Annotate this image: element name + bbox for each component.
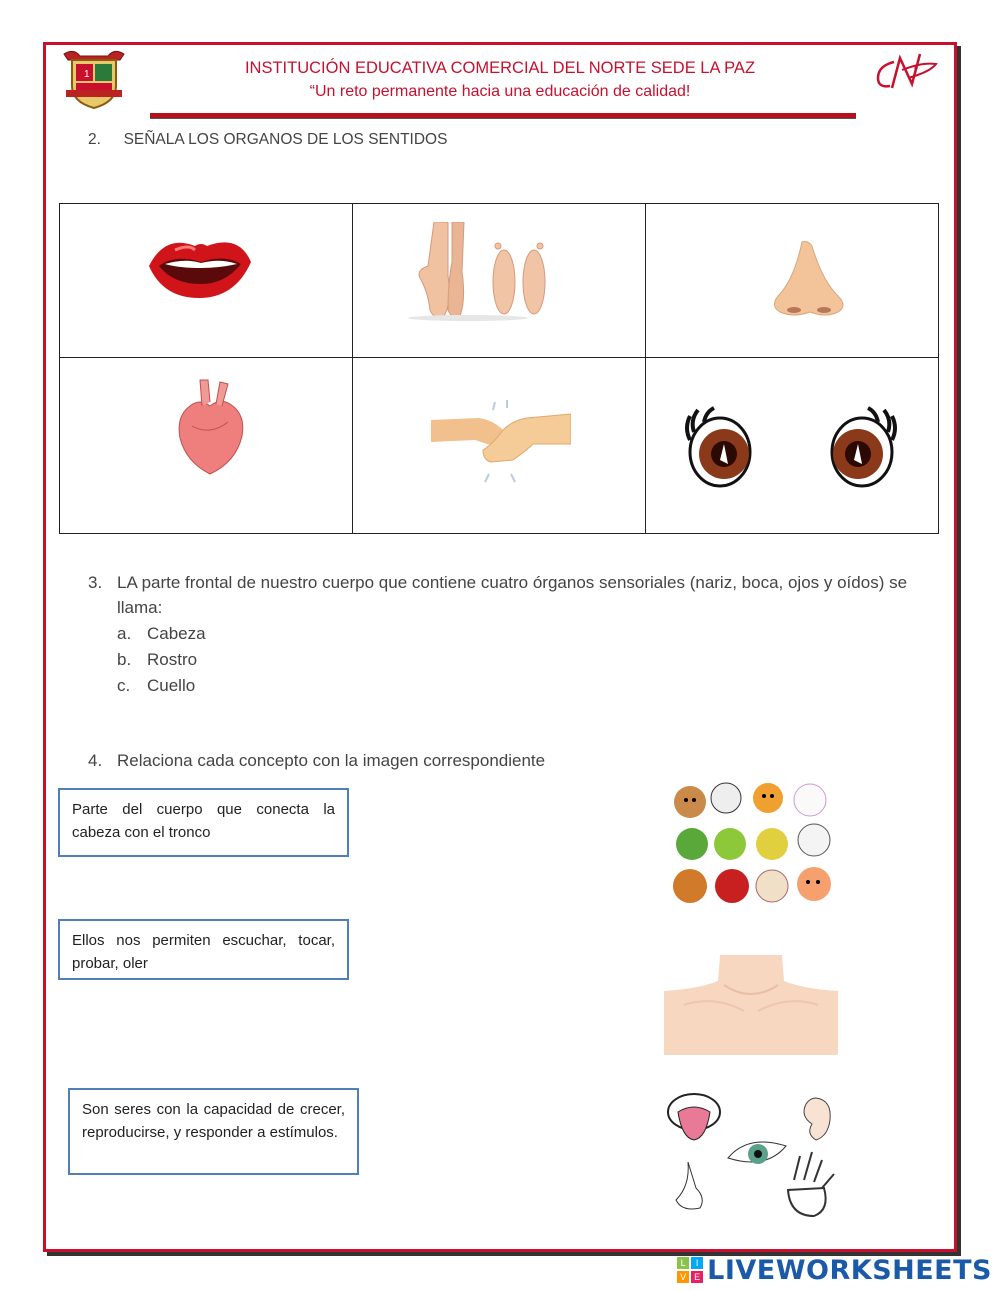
option-c-letter: c. (117, 676, 131, 695)
school-motto: “Un reto permanente hacia una educación de calidad! (309, 83, 691, 100)
option-b-letter: b. (117, 650, 132, 669)
tile-v: V (677, 1271, 689, 1283)
school-title: INSTITUCIÓN EDUCATIVA COMERCIAL DEL NORTE SEDE LA PAZ (244, 59, 756, 77)
question-2-number: 2. (88, 131, 101, 148)
concept-box-3[interactable]: Son seres con la capacidad de crecer, reproducirse, y responder a estímulos. (68, 1088, 359, 1175)
senses-table (59, 203, 939, 534)
brand-live-tiles (677, 1257, 703, 1283)
question-3-text-line1: LA parte frontal de nuestro cuerpo que contiene cuatro órganos sensoriales (nariz, boca, ojos y oídos) se (117, 573, 908, 592)
feet-image (408, 222, 558, 322)
cell-nose[interactable] (646, 204, 939, 358)
question-4-text: Relaciona cada concepto con la imagen correspondiente (117, 751, 546, 770)
option-a-letter: a. (117, 624, 132, 643)
cell-mouth[interactable] (60, 204, 353, 358)
brand-text: LIVEWORKSHEETS (707, 1254, 992, 1286)
svg-text:1: 1 (84, 69, 90, 80)
cell-feet[interactable] (353, 204, 646, 358)
question-3-text-line2: llama: (117, 598, 163, 617)
concept-box-2[interactable]: Ellos nos permiten escuchar, tocar, probar, oler (58, 919, 349, 980)
question-2-text: SEÑALA LOS ORGANOS DE LOS SENTIDOS (123, 131, 448, 148)
tile-l: L (677, 1257, 689, 1269)
cell-eyes[interactable] (646, 358, 939, 534)
neck-image[interactable] (664, 955, 838, 1055)
liveworksheets-brand (677, 1253, 992, 1287)
header-divider (150, 113, 856, 118)
option-b[interactable]: Rostro (147, 650, 198, 669)
mouth-image (145, 232, 255, 302)
heart-image (170, 376, 250, 476)
question-3-number: 3. (88, 573, 103, 592)
handshake-image (431, 398, 571, 488)
question-2 (88, 131, 447, 149)
question-4-number: 4. (88, 751, 103, 770)
senses-image[interactable] (666, 1090, 842, 1222)
nose-image (764, 240, 854, 320)
animals-image[interactable] (668, 778, 840, 910)
cell-heart[interactable] (60, 358, 353, 534)
school-crest (60, 46, 128, 110)
tile-e: E (691, 1271, 703, 1283)
tile-i: I (691, 1257, 703, 1269)
concept-box-1[interactable]: Parte del cuerpo que conecta la cabeza con el tronco (58, 788, 349, 857)
option-c[interactable]: Cuello (147, 676, 196, 695)
cell-handshake[interactable] (353, 358, 646, 534)
school-signature-logo (872, 48, 942, 100)
eyes-image (680, 404, 902, 496)
option-a[interactable]: Cabeza (147, 624, 206, 643)
